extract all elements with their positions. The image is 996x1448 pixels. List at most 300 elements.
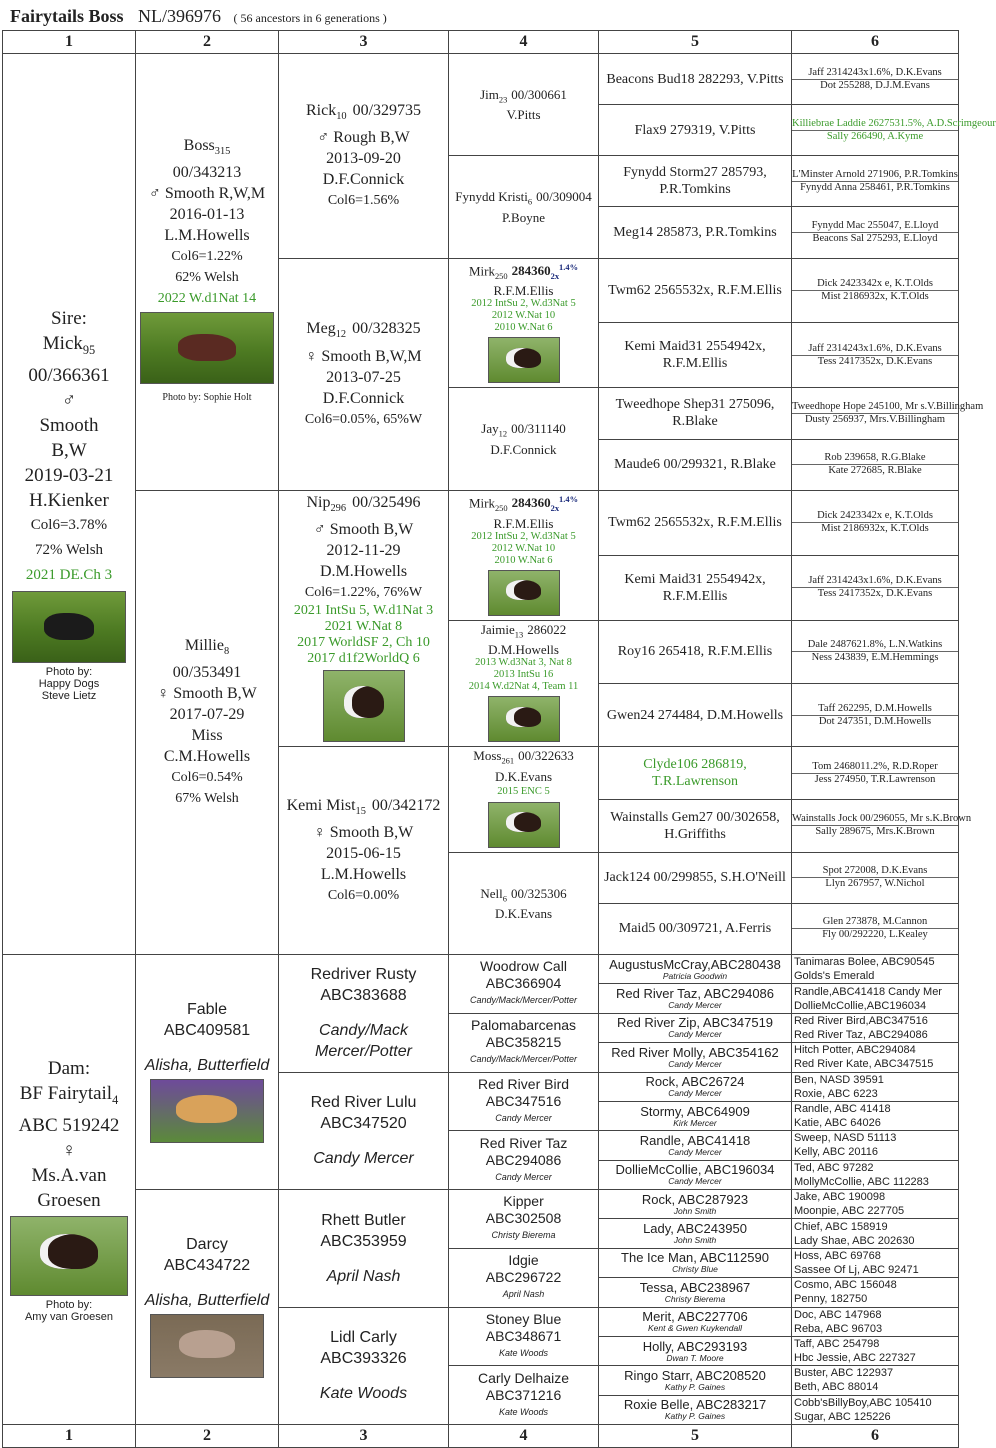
g6-dam-entry: Red River Bird,ABC347516 bbox=[794, 1014, 928, 1027]
sire-photo bbox=[12, 591, 126, 663]
darcy-cell bbox=[136, 1190, 279, 1425]
g6-sire-cell bbox=[792, 105, 996, 156]
g3-dam-cell bbox=[279, 1072, 449, 1190]
sire-label: Sire: bbox=[51, 308, 87, 330]
boss-name-sub: 315 bbox=[214, 146, 231, 158]
g6-dam-entry: DollieMcCollie,ABC196034 bbox=[794, 999, 927, 1012]
boss-coi: Col6=1.22% bbox=[171, 249, 243, 265]
g6-sire-entry: Beacons Sal 275293, E.Lloyd bbox=[812, 232, 938, 244]
darcy-name: Darcy bbox=[186, 1235, 228, 1253]
mirk-mark: 2x bbox=[550, 270, 560, 281]
nell-name bbox=[451, 886, 596, 907]
mirk-title-1: 2012 W.Nat 10 bbox=[491, 310, 556, 322]
g6-dam-entry: Moonpie, ABC 227705 bbox=[794, 1205, 905, 1218]
g6-dam-entry: Randle,ABC41418 Candy Mer bbox=[794, 985, 942, 998]
g6-sire-cell bbox=[792, 258, 959, 323]
g5-dam-name: Rock, ABC287923 bbox=[641, 1191, 749, 1207]
g5-dam-block bbox=[601, 1369, 789, 1392]
g5-sire-cell bbox=[599, 258, 792, 323]
g5-dam-owner: Dwan T. Moore bbox=[666, 1352, 724, 1363]
g5-sire-entry: Maid5 00/309721, A.Ferris bbox=[618, 921, 772, 937]
jaimie-cell bbox=[449, 620, 599, 747]
g6-dam-entry: Jake, ABC 190098 bbox=[794, 1191, 886, 1204]
jay-cell bbox=[449, 388, 599, 490]
g5-sire-cell bbox=[599, 683, 792, 746]
sire-color: B,W bbox=[51, 439, 87, 461]
jaimie-block bbox=[451, 622, 596, 743]
g6-dam-pair bbox=[794, 1043, 956, 1071]
g6-dam-entry: Katie, ABC 64026 bbox=[794, 1117, 881, 1130]
g5-dam-block bbox=[601, 1310, 789, 1333]
boss-name bbox=[138, 135, 276, 162]
g6-dam-entry: Chief, ABC 158919 bbox=[794, 1220, 888, 1233]
g6-dam-cell bbox=[792, 1043, 959, 1072]
meg-cell bbox=[279, 258, 449, 490]
jim-cell bbox=[449, 54, 599, 156]
g6-sire-pair bbox=[792, 510, 958, 535]
mirk-block bbox=[451, 492, 596, 616]
gen-col-5-bottom: 5 bbox=[599, 1425, 792, 1448]
g6-dam-cell bbox=[792, 1101, 959, 1130]
g5-sire-cell bbox=[599, 903, 792, 954]
g4-dam-reg: ABC296722 bbox=[485, 1269, 562, 1286]
g6-dam-pair bbox=[794, 1337, 956, 1365]
mirk-photo bbox=[488, 570, 560, 616]
g5-dam-owner: Christy Blue bbox=[672, 1264, 718, 1275]
g6-dam-cell bbox=[792, 1013, 959, 1042]
mirk-name-text: Mirk bbox=[468, 262, 495, 278]
g6-sire-entry: Spot 272008, D.K.Evans bbox=[792, 865, 958, 878]
boss-reg: 00/343213 bbox=[172, 164, 242, 182]
g6-sire-cell bbox=[792, 852, 959, 903]
g6-sire-pair bbox=[792, 813, 972, 838]
g5-dam-block bbox=[601, 958, 789, 981]
g5-dam-cell bbox=[599, 1336, 792, 1365]
g6-dam-cell bbox=[792, 1190, 959, 1219]
g6-sire-entry: Glen 273878, M.Cannon bbox=[792, 916, 958, 929]
g5-dam-name: Tessa, ABC238967 bbox=[639, 1279, 751, 1295]
jim-name bbox=[451, 87, 596, 108]
jaimie-reg: 286022 bbox=[527, 621, 567, 637]
nip-title-3: 2017 d1f2WorldQ 6 bbox=[307, 651, 420, 667]
g3-dam-name: Rhett Butler bbox=[321, 1211, 406, 1229]
g5-sire-entry: Kemi Maid31 2554942x, R.F.M.Ellis bbox=[624, 571, 766, 604]
g5-dam-owner: Christy Bierema bbox=[664, 1293, 726, 1304]
meg-name bbox=[281, 318, 446, 345]
moss-cell bbox=[449, 747, 599, 853]
dam-name-text: BF Fairytail bbox=[19, 1083, 113, 1105]
g4-dam-name: Idgie bbox=[508, 1252, 539, 1269]
g6-dam-pair bbox=[794, 1278, 956, 1306]
g6-dam-pair bbox=[794, 1014, 956, 1042]
g5-dam-owner: Candy Mercer bbox=[668, 1029, 722, 1040]
g6-sire-entry: Fynydd Mac 255047, E.Lloyd bbox=[792, 220, 958, 233]
nell-name-text: Nell bbox=[480, 885, 503, 901]
gen-col-1-bottom: 1 bbox=[3, 1425, 136, 1448]
g6-sire-entry: Jaff 2314243x1.6%, D.K.Evans bbox=[792, 575, 958, 588]
millie-welsh: 67% Welsh bbox=[175, 791, 239, 807]
g5-sire-entry: Tweedhope Shep31 275096, R.Blake bbox=[615, 397, 775, 430]
pedigree-row bbox=[3, 1190, 959, 1219]
mirk-reg: 284360 bbox=[511, 262, 551, 278]
g5-dam-name: AugustusMcCray,ABC280438 bbox=[609, 956, 781, 972]
g3-dam-name: Lidl Carly bbox=[330, 1329, 397, 1347]
dam-photo-caption-2: Amy van Groesen bbox=[24, 1310, 114, 1323]
kemi_mist-name-reg: 00/342172 bbox=[371, 797, 441, 815]
g6-dam-cell bbox=[792, 1366, 959, 1395]
g5-dam-owner: Candy Mercer bbox=[668, 1088, 722, 1099]
nell-name-sub: 6 bbox=[502, 893, 507, 904]
g6-dam-cell bbox=[792, 1219, 959, 1248]
boss-dob: 2016-01-13 bbox=[169, 206, 245, 224]
g3-dam-owner: Candy/Mack Mercer/Potter bbox=[315, 1022, 412, 1061]
g5-sire-entry: Twm62 2565532x, R.F.M.Ellis bbox=[608, 515, 782, 531]
mirk-mark: 2x bbox=[550, 502, 560, 513]
g6-dam-entry: Red River Kate, ABC347515 bbox=[794, 1058, 934, 1071]
g6-sire-entry: Killiebrae Laddie 2627531.5%, A.D.Scrimgeour bbox=[792, 117, 996, 129]
g4-dam-reg: ABC371216 bbox=[485, 1386, 562, 1403]
g5-sire-cell bbox=[599, 490, 792, 555]
g5-dam-name: Stormy, ABC64909 bbox=[640, 1103, 750, 1119]
jay-block bbox=[451, 421, 596, 457]
g5-dam-cell bbox=[599, 1219, 792, 1248]
g5-dam-name: DollieMcCollie, ABC196034 bbox=[615, 1162, 775, 1178]
g6-dam-pair bbox=[794, 1190, 956, 1218]
g5-dam-cell bbox=[599, 1278, 792, 1307]
g3-dam-reg: ABC353959 bbox=[320, 1232, 407, 1250]
g4-dam-name: Woodrow Call bbox=[480, 958, 567, 975]
g6-sire-cell bbox=[792, 555, 959, 620]
gen-col-3-bottom: 3 bbox=[279, 1425, 449, 1448]
jaimie-title-2: 2014 W.d2Nat 4, Team 11 bbox=[468, 681, 579, 693]
g6-sire-entry: Wainstalls Jock 00/296055, Mr s.K.Brown bbox=[792, 813, 972, 825]
g4-dam-block bbox=[451, 1193, 596, 1244]
g6-sire-pair bbox=[792, 865, 958, 890]
g6-sire-entry: Fynydd Anna 258461, P.R.Tomkins bbox=[800, 181, 950, 193]
g5-dam-block bbox=[601, 1163, 789, 1186]
g4-dam-block bbox=[451, 1311, 596, 1362]
gen-col-4: 4 bbox=[449, 31, 599, 54]
g6-dam-pair bbox=[794, 955, 956, 983]
gen-col-6: 6 bbox=[792, 31, 959, 54]
g5-dam-block bbox=[601, 1251, 789, 1274]
g5-dam-cell bbox=[599, 1190, 792, 1219]
nell-block bbox=[451, 886, 596, 922]
g6-dam-cell bbox=[792, 1395, 959, 1424]
nip-cell bbox=[279, 490, 449, 747]
dam-photo-caption-1: Photo by: bbox=[45, 1298, 93, 1311]
g6-sire-cell bbox=[792, 620, 959, 683]
g6-dam-entry: Sweep, NASD 51113 bbox=[794, 1132, 897, 1145]
rick-line1: ♂ Rough B,W bbox=[317, 129, 410, 147]
sire-dob: 2019-03-21 bbox=[24, 464, 114, 486]
g5-dam-block bbox=[601, 1222, 789, 1245]
g4-dam-reg: ABC366904 bbox=[485, 975, 562, 992]
g6-dam-cell bbox=[792, 1336, 959, 1365]
dog-name: Fairytails Boss bbox=[10, 6, 124, 26]
millie-name bbox=[138, 635, 276, 662]
kemi_mist-owner: L.M.Howells bbox=[320, 866, 407, 884]
g6-dam-pair bbox=[794, 985, 956, 1013]
mirk-name-sub: 250 bbox=[494, 502, 508, 513]
rick-dob: 2013-09-20 bbox=[326, 150, 401, 168]
g5-dam-block bbox=[601, 1340, 789, 1363]
g4-dam-block bbox=[451, 1076, 596, 1127]
g6-dam-entry: Penny, 182750 bbox=[794, 1293, 868, 1306]
g6-sire-cell bbox=[792, 207, 959, 258]
g4-dam-name: Stoney Blue bbox=[485, 1310, 562, 1327]
g4-dam-block bbox=[451, 1017, 596, 1068]
darcy-owner: Alisha, Butterfield bbox=[144, 1291, 270, 1309]
sire-name: Mick$_{95}$ bbox=[42, 333, 96, 357]
gen-col-4-bottom: 4 bbox=[449, 1425, 599, 1448]
g3-dam-block bbox=[281, 964, 446, 1062]
g6-dam-entry: Lady Shae, ABC 202630 bbox=[794, 1234, 915, 1247]
g4-dam-block bbox=[451, 958, 596, 1009]
g4-dam-owner: Candy/Mack/Mercer/Potter bbox=[469, 1054, 578, 1065]
g4-dam-reg: ABC294086 bbox=[485, 1151, 562, 1168]
millie-owner-1: Miss bbox=[191, 727, 223, 745]
g6-sire-pair bbox=[792, 278, 958, 303]
nip-block bbox=[281, 492, 446, 742]
g6-dam-entry: Kelly, ABC 20116 bbox=[794, 1146, 878, 1159]
pedigree-table bbox=[2, 30, 996, 1448]
rick-name-reg: 00/329735 bbox=[352, 102, 422, 120]
jim-name-sub: 23 bbox=[498, 94, 508, 105]
mirk-pct: 1.4% bbox=[559, 261, 579, 272]
rick-name-sub: 10 bbox=[336, 111, 347, 123]
g5-dam-name: Red River Zip, ABC347519 bbox=[616, 1015, 774, 1031]
g5-dam-cell bbox=[599, 1043, 792, 1072]
g6-sire-cell bbox=[792, 323, 959, 388]
pedigree-title bbox=[2, 2, 958, 30]
g5-dam-cell bbox=[599, 1248, 792, 1277]
g6-sire-pair bbox=[792, 761, 958, 786]
g6-sire-entry: Tess 2417352x, D.K.Evans bbox=[817, 588, 933, 600]
ancestor-count: ( 56 ancestors in 6 generations ) bbox=[233, 11, 387, 25]
g6-dam-entry: Cobb'sBillyBoy,ABC 105410 bbox=[794, 1396, 932, 1409]
g6-dam-cell bbox=[792, 1160, 959, 1189]
g5-dam-name: Lady, ABC243950 bbox=[643, 1221, 747, 1237]
jay-name-sub: 12 bbox=[498, 428, 508, 439]
g3-dam-name: Redriver Rusty bbox=[310, 966, 417, 984]
g5-sire-entry: Jack124 00/299855, S.H.O'Neill bbox=[604, 870, 786, 886]
female-symbol-icon: ♀ bbox=[61, 1139, 77, 1161]
g5-sire-entry: Flax9 279319, V.Pitts bbox=[634, 122, 756, 138]
rick-block bbox=[281, 100, 446, 211]
g6-sire-pair bbox=[792, 639, 958, 664]
fable-owner: Alisha, Butterfield bbox=[144, 1056, 270, 1074]
g6-dam-pair bbox=[794, 1102, 956, 1130]
g6-sire-entry: Mist 2186932x, K.T.Olds bbox=[821, 290, 929, 302]
jaimie-name bbox=[451, 622, 596, 643]
moss-owner: D.K.Evans bbox=[494, 768, 553, 784]
jaimie-title-0: 2013 W.d3Nat 3, Nat 8 bbox=[475, 657, 572, 669]
gen-col-6-bottom: 6 bbox=[792, 1425, 959, 1448]
g5-sire-cell bbox=[599, 156, 792, 207]
g6-dam-pair bbox=[794, 1161, 956, 1189]
g3-dam-cell bbox=[279, 1307, 449, 1425]
g6-sire-entry: Rob 239658, R.G.Blake bbox=[792, 452, 958, 465]
g6-sire-pair bbox=[792, 452, 958, 477]
g6-dam-entry: Ben, NASD 39591 bbox=[794, 1073, 884, 1086]
g6-dam-entry: Roxie, ABC 6223 bbox=[794, 1087, 878, 1100]
g6-sire-entry: Ness 243839, E.M.Hemmings bbox=[811, 652, 939, 664]
g6-dam-entry: Red River Taz, ABC294086 bbox=[794, 1028, 928, 1041]
g6-sire-cell bbox=[792, 439, 959, 490]
g3-dam-owner: Kate Woods bbox=[319, 1385, 408, 1403]
g6-dam-entry: MollyMcCollie, ABC 112283 bbox=[794, 1175, 929, 1188]
darcy-reg: ABC434722 bbox=[163, 1256, 251, 1274]
nip-owner: D.M.Howells bbox=[319, 563, 408, 581]
g6-sire-entry: Dick 2423342x e, K.T.Olds bbox=[792, 278, 958, 291]
g5-dam-owner: John Smith bbox=[673, 1205, 717, 1216]
g6-dam-entry: Reba, ABC 96703 bbox=[794, 1322, 883, 1335]
g6-sire-entry: Dale 2487621.8%, L.N.Watkins bbox=[792, 639, 958, 652]
male-symbol-icon: ♂ bbox=[61, 389, 77, 411]
g6-sire-entry: Taff 262295, D.M.Howells bbox=[792, 703, 958, 716]
generation-header-top bbox=[3, 31, 959, 54]
mirk-title-1: 2012 W.Nat 10 bbox=[491, 542, 556, 554]
g5-dam-name: Red River Taz, ABC294086 bbox=[615, 986, 775, 1002]
jaimie-name-text: Jaimie bbox=[480, 621, 515, 637]
meg-dob: 2013-07-25 bbox=[326, 368, 401, 386]
g5-dam-owner: John Smith bbox=[673, 1235, 717, 1246]
g5-dam-cell bbox=[599, 1101, 792, 1130]
millie-dob: 2017-07-29 bbox=[169, 706, 245, 724]
jaimie-photo bbox=[488, 696, 560, 742]
g6-dam-entry: Randle, ABC 41418 bbox=[794, 1103, 891, 1116]
registration-number: NL/396976 bbox=[138, 6, 222, 26]
g6-dam-pair bbox=[794, 1131, 956, 1159]
mirk-title-0: 2012 IntSu 2, W.d3Nat 5 bbox=[471, 298, 576, 310]
g5-dam-cell bbox=[599, 984, 792, 1013]
g6-sire-entry: Jess 274950, T.R.Lawrenson bbox=[814, 773, 936, 785]
g4-dam-owner: Candy/Mack/Mercer/Potter bbox=[469, 995, 578, 1006]
g5-dam-name: Roxie Belle, ABC283217 bbox=[623, 1397, 767, 1413]
g6-sire-entry: Tess 2417352x, D.K.Evans bbox=[817, 355, 933, 367]
meg-name-sub: 12 bbox=[335, 329, 347, 341]
g6-sire-pair bbox=[792, 916, 958, 941]
jim-name-text: Jim bbox=[480, 86, 499, 102]
g3-dam-reg: ABC393326 bbox=[320, 1350, 407, 1368]
g4-dam-reg: ABC302508 bbox=[485, 1210, 562, 1227]
g4-dam-owner: Kate Woods bbox=[498, 1347, 549, 1358]
mirk-owner: R.F.M.Ellis bbox=[493, 283, 554, 299]
g3-dam-owner: April Nash bbox=[326, 1267, 401, 1285]
g6-dam-pair bbox=[794, 1220, 956, 1248]
g6-sire-cell bbox=[792, 54, 959, 105]
moss-name-text: Moss bbox=[473, 748, 502, 764]
g4-dam-owner: Christy Bierema bbox=[491, 1230, 556, 1241]
g5-dam-cell bbox=[599, 1131, 792, 1160]
g6-sire-entry: Dusty 256937, Mrs.V.Billingham bbox=[804, 413, 946, 425]
g6-sire-entry: Mist 2186932x, K.T.Olds bbox=[821, 523, 929, 535]
nip-title-2: 2017 WorldSF 2, Ch 10 bbox=[297, 635, 430, 651]
dam-cell bbox=[3, 955, 136, 1425]
g5-dam-cell bbox=[599, 1072, 792, 1101]
kristi-reg: 00/309004 bbox=[536, 189, 592, 205]
g5-sire-entry: Beacons Bud18 282293, V.Pitts bbox=[606, 71, 784, 87]
g6-dam-cell bbox=[792, 1131, 959, 1160]
nip-name-text: Nip bbox=[306, 493, 331, 511]
mirk-cell bbox=[449, 490, 599, 620]
g6-dam-entry: Buster, ABC 122937 bbox=[794, 1367, 894, 1380]
meg-name-reg: 00/328325 bbox=[352, 320, 421, 338]
jim-block bbox=[451, 87, 596, 123]
millie-owner-2: C.M.Howells bbox=[163, 748, 251, 766]
g6-sire-pair bbox=[792, 220, 958, 245]
g6-sire-entry: Fly 00/292220, L.Kealey bbox=[822, 929, 928, 941]
g6-sire-entry: Dot 247351, D.M.Howells bbox=[818, 715, 932, 727]
g5-dam-owner: Kent & Gwen Kuykendall bbox=[647, 1323, 743, 1334]
g6-dam-pair bbox=[794, 1073, 956, 1101]
fable-block bbox=[138, 999, 276, 1143]
g4-dam-name: Carly Delhaize bbox=[477, 1369, 570, 1386]
g5-sire-cell bbox=[599, 555, 792, 620]
g6-sire-entry: Jaff 2314243x1.6%, D.K.Evans bbox=[792, 343, 958, 356]
meg-name-text: Meg bbox=[306, 320, 336, 338]
kristi-cell bbox=[449, 156, 599, 258]
sire-photo-caption-1: Photo by: bbox=[45, 665, 93, 678]
kristi-name-text: Fynydd Kristi bbox=[455, 189, 528, 205]
sire-photo-caption-3: Steve Lietz bbox=[41, 689, 97, 702]
g4-dam-cell bbox=[449, 955, 599, 1014]
g5-sire-entry: Twm62 2565532x, R.F.M.Ellis bbox=[608, 282, 782, 298]
g5-sire-cell bbox=[599, 439, 792, 490]
g6-dam-pair bbox=[794, 1366, 956, 1394]
g3-dam-cell bbox=[279, 955, 449, 1073]
meg-block bbox=[281, 318, 446, 429]
g4-dam-reg: ABC348671 bbox=[485, 1327, 562, 1344]
g6-dam-cell bbox=[792, 1278, 959, 1307]
nip-line1: ♂ Smooth B,W bbox=[313, 521, 414, 539]
kemi_mist-name-text: Kemi Mist bbox=[286, 797, 356, 815]
nell-cell bbox=[449, 852, 599, 954]
g4-dam-reg: ABC358215 bbox=[485, 1034, 562, 1051]
g5-dam-block bbox=[601, 1134, 789, 1157]
g5-sire-entry: Maude6 00/299321, R.Blake bbox=[614, 457, 776, 473]
rick-name bbox=[281, 100, 446, 127]
g6-sire-cell bbox=[792, 490, 959, 555]
dam-name bbox=[5, 1081, 133, 1113]
g5-dam-block bbox=[601, 1046, 789, 1069]
rick-coi: Col6=1.56% bbox=[327, 193, 400, 209]
g6-sire-pair bbox=[792, 117, 996, 143]
rick-cell bbox=[279, 54, 449, 259]
kemi_mist-dob: 2015-06-15 bbox=[326, 845, 401, 863]
boss-welsh: 62% Welsh bbox=[175, 270, 239, 286]
g6-sire-entry: Kate 272685, R.Blake bbox=[828, 465, 922, 477]
millie-block bbox=[138, 635, 276, 809]
boss-line1: ♂ Smooth R,W,M bbox=[148, 185, 266, 203]
g4-dam-owner: Candy Mercer bbox=[495, 1112, 552, 1123]
g4-dam-block bbox=[451, 1252, 596, 1303]
boss-owner: L.M.Howells bbox=[164, 227, 250, 245]
g6-sire-entry: Jaff 2314243x1.6%, D.K.Evans bbox=[792, 67, 958, 80]
g5-sire-cell bbox=[599, 747, 792, 800]
sire-cell bbox=[3, 54, 136, 955]
moss-block bbox=[451, 748, 596, 848]
g5-dam-name: The Ice Man, ABC112590 bbox=[621, 1250, 769, 1266]
meg-line1: ♀ Smooth B,W,M bbox=[305, 347, 422, 365]
g6-sire-pair bbox=[792, 703, 958, 728]
g5-sire-cell bbox=[599, 323, 792, 388]
g5-dam-owner: Kathy P. Gaines bbox=[664, 1411, 726, 1422]
mirk-name bbox=[451, 492, 596, 516]
g6-dam-cell bbox=[792, 1072, 959, 1101]
jay-name bbox=[451, 421, 596, 442]
